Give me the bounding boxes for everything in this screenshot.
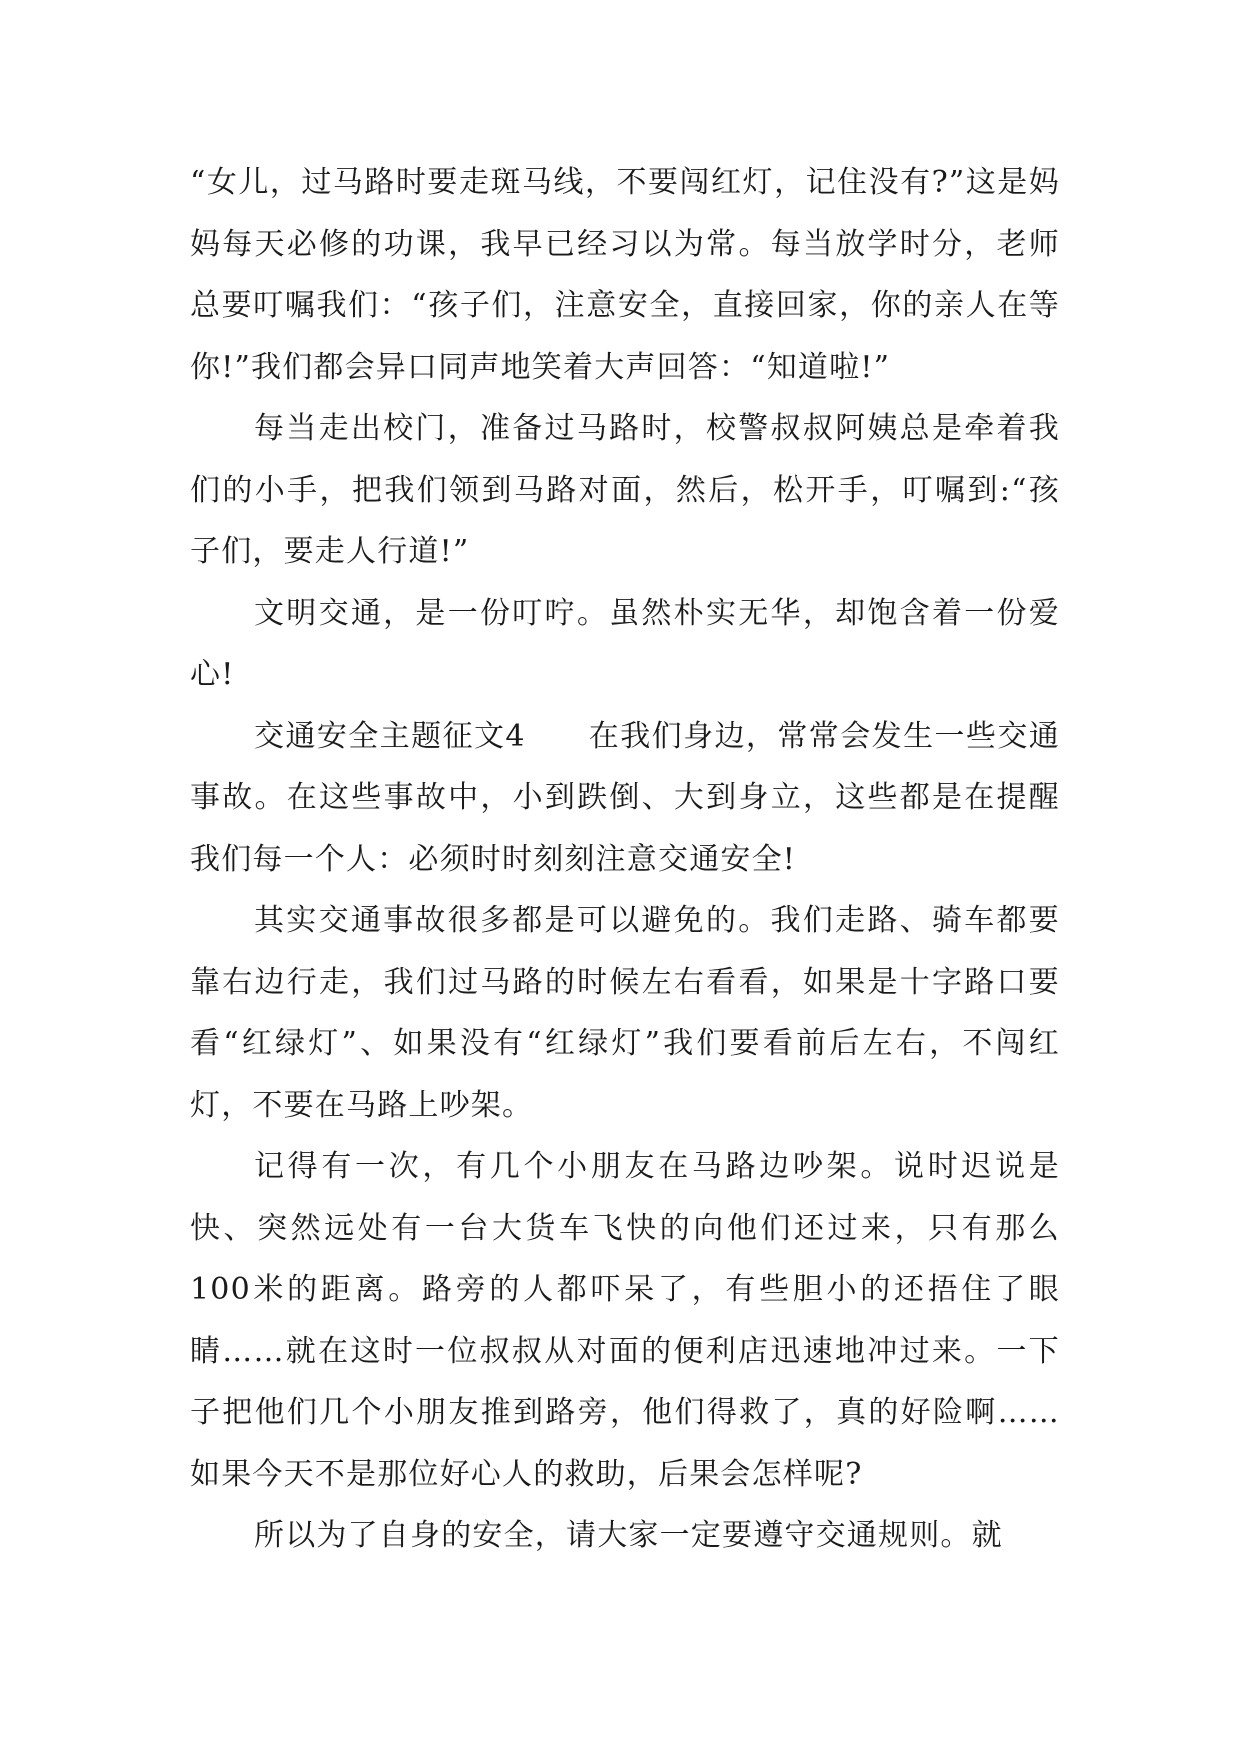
paragraph-1: “女儿，过马路时要走斑马线，不要闯红灯，记住没有?”这是妈妈每天必修的功课，我早已经习以为常。每当放学时分，老师总要叮嘱我们：“孩子们，注意安全，直接回家，你的亲人在等你!”我们都会异口同声地笑着大声回答：“知道啦!” bbox=[190, 165, 1060, 385]
document-body bbox=[190, 152, 1060, 1567]
paragraph-5: 其实交通事故很多都是可以避免的。我们走路、骑车都要靠右边行走，我们过马路的时候左右看看，如果是十字路口要看“红绿灯”、如果没有“红绿灯”我们要看前后左右，不闯红灯，不要在马路上吵架。 bbox=[190, 903, 1060, 1123]
paragraph-2: 每当走出校门，准备过马路时，校警叔叔阿姨总是牵着我们的小手，把我们领到马路对面，然后，松开手，叮嘱到:“孩子们，要走人行道!” bbox=[190, 411, 1060, 569]
paragraph-6: 记得有一次，有几个小朋友在马路边吵架。说时迟说是快、突然远处有一台大货车飞快的向他们还过来，只有那么100米的距离。路旁的人都吓呆了，有些胆小的还捂住了眼睛……就在这时一位叔叔从对面的便利店迅速地冲过来。一下子把他们几个小朋友推到路旁，他们得救了，真的好险啊……如果今天不是那位好心人的救助，后果会怎样呢? bbox=[190, 1149, 1060, 1492]
paragraph-3: 文明交通，是一份叮咛。虽然朴实无华，却饱含着一份爱心! bbox=[190, 595, 1060, 692]
paragraph-4: 交通安全主题征文4 在我们身边，常常会发生一些交通事故。在这些事故中，小到跌倒、大到身立，这些都是在提醒我们每一个人：必须时时刻刻注意交通安全! bbox=[190, 718, 1060, 877]
paragraph-7: 所以为了自身的安全，请大家一定要遵守交通规则。就 bbox=[254, 1518, 1003, 1553]
